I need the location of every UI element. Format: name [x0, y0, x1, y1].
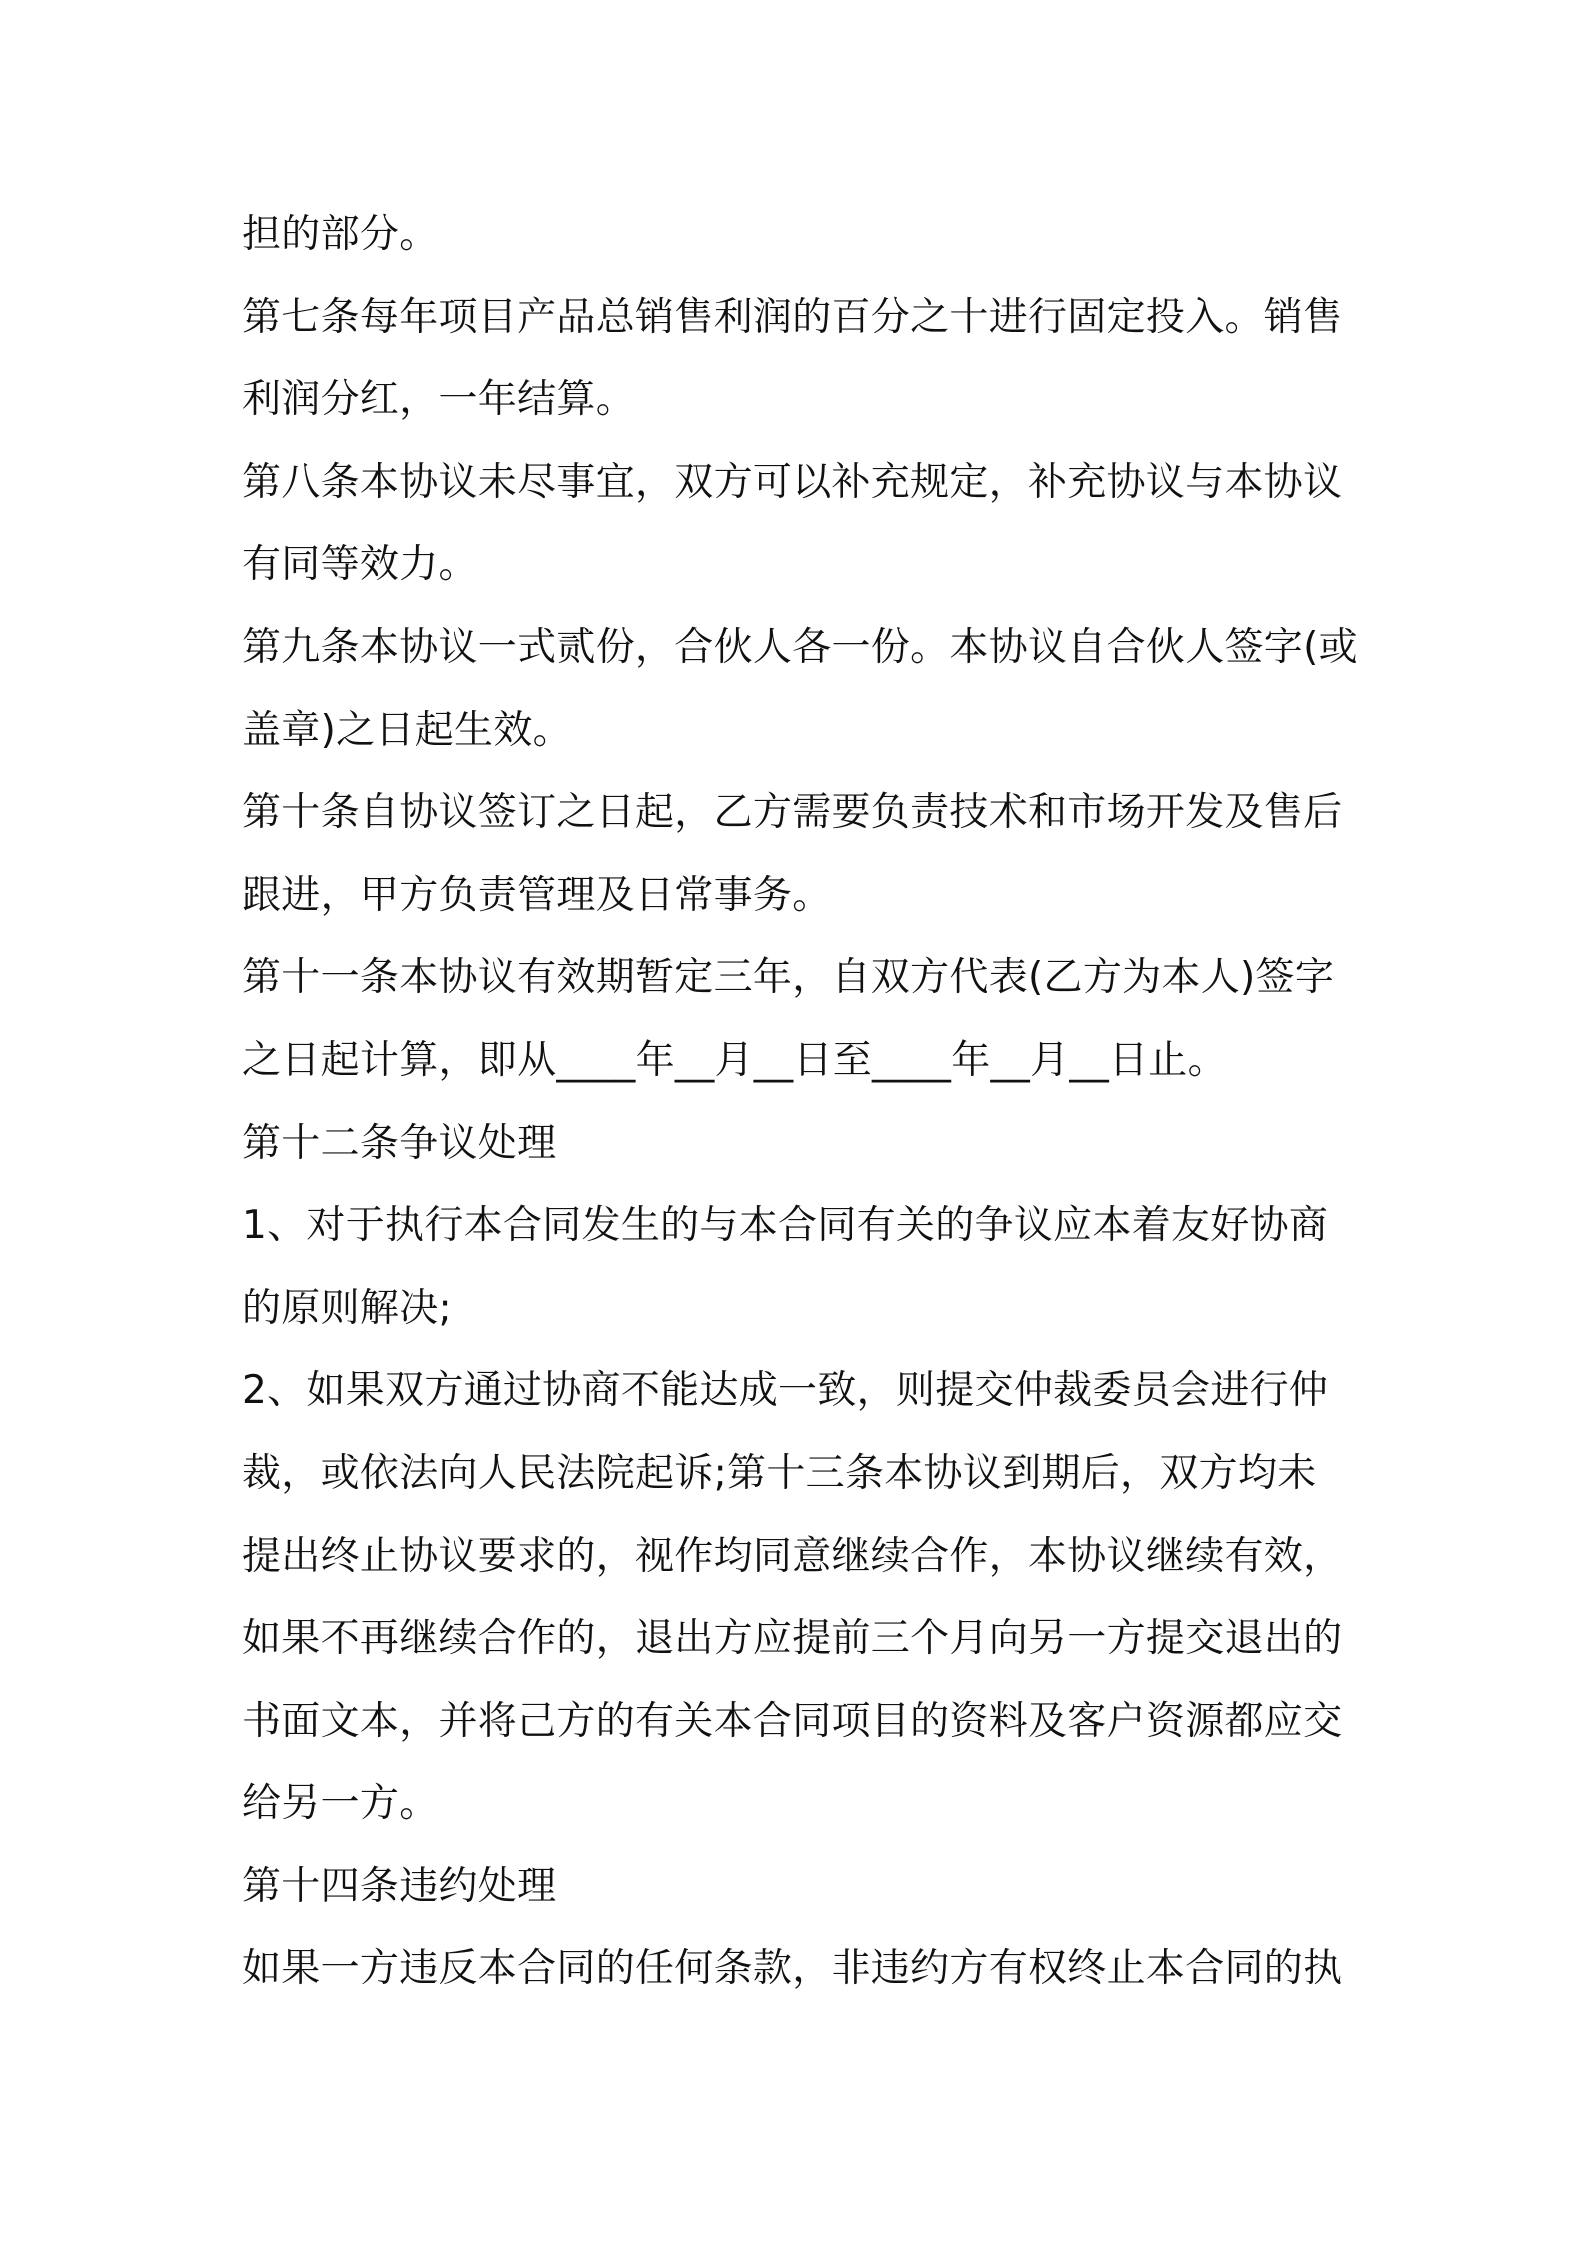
text-line: 2、如果双方通过协商不能达成一致，则提交仲裁委员会进行仲: [242, 1368, 1329, 1414]
text-line: 如果一方违反本合同的任何条款，非违约方有权终止本合同的执: [242, 1946, 1343, 1992]
text-line: 第七条每年项目产品总销售利润的百分之十进行固定投入。销售: [242, 294, 1343, 340]
text-line: 提出终止协议要求的，视作均同意继续合作，本协议继续有效，: [242, 1533, 1343, 1579]
text-line: 之日起计算，即从____年__月__日至____年__月__日止。: [242, 1037, 1227, 1083]
text-line: 利润分红，一年结算。: [242, 377, 636, 423]
text-line: 第十条自协议签订之日起，乙方需要负责技术和市场开发及售后: [242, 790, 1343, 836]
text-line: 担的部分。: [242, 212, 439, 257]
text-line: 给另一方。: [242, 1781, 439, 1827]
section-heading: 第十二条争议处理: [242, 1120, 557, 1166]
text-line: 如果不再继续合作的，退出方应提前三个月向另一方提交退出的: [242, 1616, 1343, 1662]
text-line: 跟进，甲方负责管理及日常事务。: [242, 872, 832, 918]
section-heading: 第十四条违约处理: [242, 1863, 557, 1909]
text-line: 书面文本，并将己方的有关本合同项目的资料及客户资源都应交: [242, 1698, 1343, 1744]
text-line: 盖章)之日起生效。: [242, 707, 572, 753]
text-line: 第十一条本协议有效期暂定三年，自双方代表(乙方为本人)签字: [242, 955, 1335, 1001]
text-line: 裁，或依法向人民法院起诉;第十三条本协议到期后，双方均未: [242, 1450, 1317, 1496]
text-line: 有同等效力。: [242, 542, 478, 588]
text-line: 第八条本协议未尽事宜，双方可以补充规定，补充协议与本协议: [242, 459, 1343, 505]
document-body: [242, 194, 1362, 2011]
text-line: 的原则解决;: [242, 1285, 452, 1331]
text-line: 第九条本协议一式贰份，合伙人各一份。本协议自合伙人签字(或: [242, 624, 1358, 670]
text-line: 1、对于执行本合同发生的与本合同有关的争议应本着友好协商: [242, 1203, 1329, 1249]
